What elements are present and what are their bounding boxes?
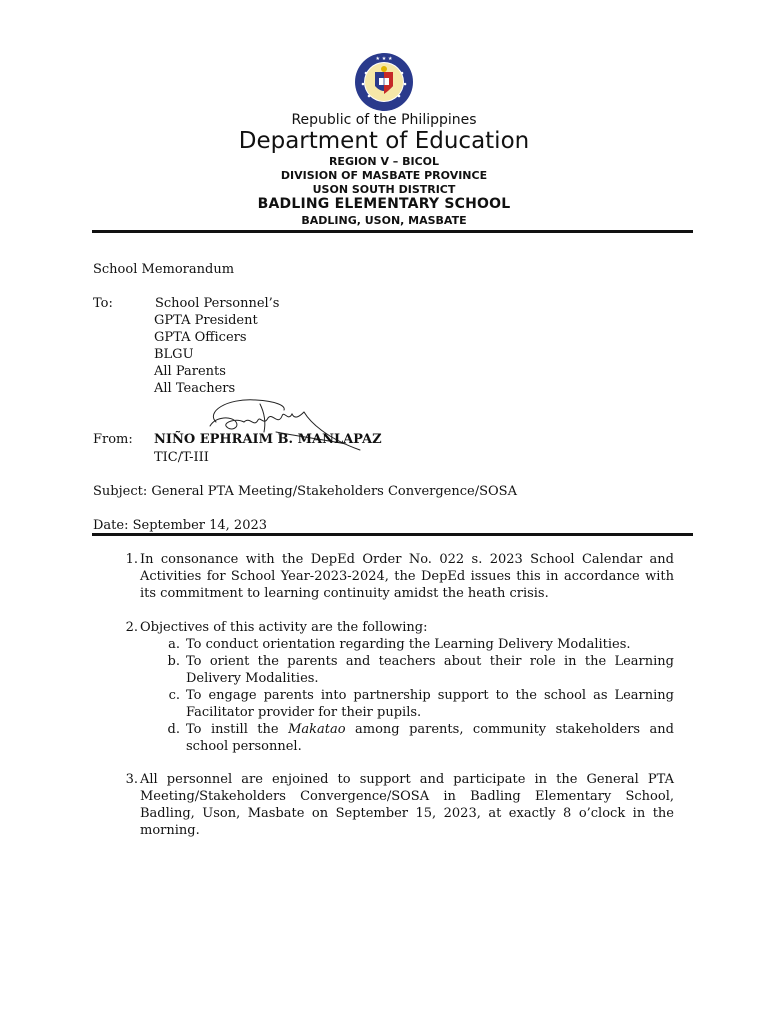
objective-text-emphasis: Makatao <box>288 722 346 737</box>
objective-item <box>140 653 674 687</box>
objective-item <box>140 687 674 721</box>
list-item <box>110 619 674 755</box>
objective-text: To engage parents into partnership support to the school as Learning Facilitator provider for their pupils. <box>186 688 674 720</box>
memo-subject: Subject: General PTA Meeting/Stakeholders Convergence/SOSA <box>93 484 517 499</box>
republic-line: Republic of the Philippines <box>291 112 477 128</box>
recipient-item: GPTA Officers <box>154 330 247 345</box>
recipient-item: School Personnel’s <box>155 296 280 311</box>
list-item <box>110 771 674 839</box>
list-item <box>110 551 674 602</box>
school-name: BADLING ELEMENTARY SCHOOL <box>257 196 511 212</box>
body-divider <box>92 533 693 536</box>
recipient-item: BLGU <box>154 347 194 362</box>
school-address: BADLING, USON, MASBATE <box>301 214 467 227</box>
objective-text: To conduct orientation regarding the Learning Delivery Modalities. <box>186 637 631 652</box>
objective-text: To orient the parents and teachers about their role in the Learning Delivery Modalities. <box>186 654 674 686</box>
recipient-item: All Parents <box>154 364 226 379</box>
memo-title: School Memorandum <box>93 262 235 277</box>
from-label: From: <box>93 432 133 447</box>
item-number: 1. <box>125 552 138 567</box>
deped-seal-icon <box>346 52 422 112</box>
objective-text-start: To instill the <box>186 722 289 737</box>
recipient-item: All Teachers <box>154 381 236 396</box>
district-line: USON SOUTH DISTRICT <box>312 183 456 196</box>
objective-letter: c. <box>168 688 180 703</box>
memo-date: Date: September 14, 2023 <box>93 518 268 533</box>
division-line: DIVISION OF MASBATE PROVINCE <box>280 169 488 182</box>
item-text: In consonance with the DepEd Order No. 022 s. 2023 School Calendar and Activities for School Year-2023-2024, the DepEd issues this in accordance with its commitment to learning continuity amidst the heath crisis. <box>140 552 674 601</box>
item-number: 3. <box>125 772 138 787</box>
svg-text:★ ★ ★: ★ ★ ★ <box>375 56 393 62</box>
objective-item <box>140 636 674 653</box>
sender-position: TIC/T-III <box>154 450 209 465</box>
objective-item <box>140 721 674 755</box>
objective-letter: d. <box>167 722 180 737</box>
recipient-item: GPTA President <box>154 313 258 328</box>
header-divider <box>92 230 693 233</box>
objective-letter: b. <box>167 654 180 669</box>
department-title: Department of Education <box>238 128 530 154</box>
objective-letter: a. <box>168 637 180 652</box>
to-label: To: <box>93 296 113 311</box>
sender-name: NIÑO EPHRAIM B. MANLAPAZ <box>154 432 382 447</box>
item-text: Objectives of this activity are the following: <box>140 620 428 635</box>
objective-text-end: among parents, community stakeholders and school personnel. <box>186 722 674 754</box>
item-text: All personnel are enjoined to support and participate in the General PTA Meeting/Stakeholders Convergence/SOSA in Badling Elementary School, Badling, Uson, Masbate on September 15, 2023, at exactly 8 o’clock in the morning. <box>140 772 674 838</box>
recipient-list <box>154 295 279 397</box>
objectives-list <box>140 636 674 755</box>
item-number: 2. <box>125 620 138 635</box>
region-line: REGION V – BICOL <box>328 155 440 168</box>
